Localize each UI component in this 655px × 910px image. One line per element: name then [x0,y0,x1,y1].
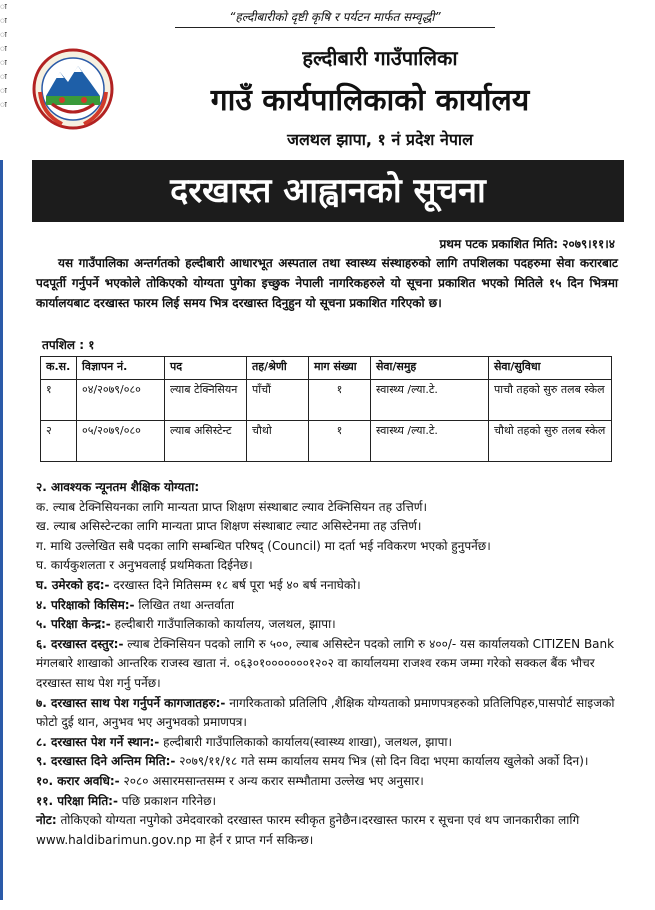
edge-char: ा [0,30,7,39]
table-cell: पाचौ तहको सुरु तलब स्केल [489,380,612,421]
requirement-line [36,694,618,733]
requirement-line [36,635,618,694]
requirement-heading: ६. दरखास्त दस्तुर:- [36,636,124,651]
col-header: क.स. [41,357,77,380]
schedule-label: तपशिल : १ [42,338,95,352]
requirement-heading: ११. परिक्षा मिति:- [36,793,118,808]
requirement-line [36,537,618,557]
requirement-line [36,811,618,850]
requirement-line [36,615,618,635]
requirement-heading: ४. परिक्षाको किसिम:- [36,597,135,612]
table-cell: ०५/२०७९/०८० [77,421,165,462]
slogan: “हल्दीबारीको दृष्टी कृषि र पर्यटन मार्फत सम्वृद्धी” [175,8,495,28]
requirement-line [36,596,618,616]
edge-char: ा [0,58,7,67]
requirement-heading: नोट: [36,813,57,828]
requirement-line [36,556,618,576]
table-cell: १ [41,380,77,421]
requirement-heading: ८. दरखास्त पेश गर्ने स्थान:- [36,734,160,749]
requirement-heading: १०. करार अवधि:- [36,773,120,788]
edge-char: ा [0,86,7,95]
table-cell: स्वास्थ्य /ल्या.टे. [371,421,489,462]
col-header: पद [165,357,247,380]
requirement-text: तोकिएको योग्यता नपुगेको उमेदवारको दरखास्त फारम स्वीकृत हुनेछैन।दरखास्त फारम र सूचना एवं थप जानकारीका लागि www.haldibarimun.gov.np मा हेर्न र प्राप्त गर्न सकिन्छ। [36,813,580,847]
table-cell: १ [309,380,371,421]
requirement-line [36,498,618,518]
requirement-line [36,772,618,792]
table-cell: चौथो तहको सुरु तलब स्केल [489,421,612,462]
table-cell: पाँचौं [247,380,309,421]
table-cell: ल्याब टेक्निसियन [165,380,247,421]
left-edge-rule [0,160,3,900]
col-header: सेवा/सुविधा [489,357,612,380]
intro-paragraph: यस गाउँपालिका अन्तर्गतको हल्दीबारी आधारभूत अस्पताल तथा स्वास्थ्य संस्थाहरुको लागि तपशिलका पदहरुमा सेवा करारबाट पदपूर्ती गर्नुपर्ने भएकोले तोकिएको योग्यता पुगेका इच्छुक नेपाली नागरिकहरुले यो सूचना प्रकाशित भएको मितिले १५ दिन भित्रमा कार्यालयबाट दरखास्त फारम लिई समय भित्र दरखास्त दिनुहुन यो सूचना प्रकाशित गरिएको छ। [36,256,618,310]
requirement-text: पछि प्रकाशन गरिनेछ। [117,793,217,808]
edge-char: ा [0,2,7,11]
table-row [41,380,612,421]
table-cell: २ [41,421,77,462]
requirement-text: ल्याब टेक्निसियन पदको लागि रु ५००, ल्याब असिस्टेन पदको लागि रु ४००/- यस कार्यालयको CITIZEN Bank मंगलबारे शाखाको आन्तरिक राजस्व खाता नं. ०६३०१०००००००१२०२ वा कार्यालयमा राजश्व रकम जम्मा गरेको सक्कल बैंक भौचर दरखास्त साथ पेश गर्नु पर्नेछ। [36,636,615,690]
requirement-line [36,478,618,498]
edge-char: ा [0,72,7,81]
table-row [41,421,612,462]
requirement-line [36,733,618,753]
vacancy-table [40,356,612,462]
requirement-text: लिखित तथा अन्तर्वाता [134,597,235,612]
requirement-text: हल्दीबारी गाउँपालिकाको कार्यालय(स्वास्थ्य शाखा), जलथल, झापा। [159,734,453,749]
requirements-section [36,478,618,850]
requirement-text: घ. कार्यकुशलता र अनुभवलाई प्रथमिकता दिईनेछ। [36,558,253,573]
requirement-heading: घ. उमेरको हद:- [36,577,110,592]
requirement-line [36,576,618,596]
col-header: माग संख्या [309,357,371,380]
requirement-text: क. ल्याब टेक्निसियनका लागि मान्यता प्राप्त शिक्षण संस्थाबाट ल्याव टेक्निसियन तह उत्तिर्ण। [36,499,428,514]
requirement-text: हल्दीबारी गाउँपालिकाको कार्यालय, जलथल, झापा। [110,617,336,632]
table-cell: १ [309,421,371,462]
requirement-text: दरखास्त दिने मितिसम्म १८ बर्ष पूरा भई ४० बर्ष ननाघेको। [109,577,361,592]
requirement-text: ख. ल्याब असिस्टेन्टका लागि मान्यता प्राप्त शिक्षण संस्थाबाट ल्याट असिस्टेनमा तह उत्तिर्ण। [36,519,422,534]
cropped-left-edge [0,0,6,150]
requirement-line [36,752,618,772]
municipality-emblem-icon [32,48,114,130]
requirement-text: ग. माथि उल्लेखित सबै पदका लागि सम्बन्धित परिषद् (Council) मा दर्ता भई नविकरण भएको हुनुपर्नेछ। [36,538,491,553]
edge-char: ा [0,16,7,25]
table-cell: चौथो [247,421,309,462]
col-header: तह/श्रेणी [247,357,309,380]
table-header-row [41,357,612,380]
office-title: गाउँ कार्यपालिकाको कार्यालय [210,83,530,118]
requirement-text: नागरिकताको प्रतिलिपि ,शैक्षिक योग्यताको प्रमाणपत्रहरुको प्रतिलिपिहरु,पासपोर्ट साइजको फोटो दुई थान, अनुभव भए अनुभवको प्रमाणपत्र। [36,695,615,730]
requirement-heading: २. आवश्यक न्यूनतम शैक्षिक योग्यता: [36,480,200,494]
edge-char: ा [0,100,7,109]
requirement-heading: ९. दरखास्त दिने अन्तिम मिति:- [36,754,176,769]
requirement-text: २०८० असारमसान्तसम्म र अन्य करार सम्भौतामा उल्लेख भए अनुसार। [119,773,424,788]
requirement-heading: ७. दरखास्त साथ पेश गर्नुपर्ने कागजातहरु:- [36,695,226,710]
table-cell: ०४/२०७९/०८० [77,380,165,421]
requirement-text: २०७९/११/१८ गते सम्म कार्यालय समय भित्र (सो दिन विदा भएमा कार्यालय खुलेको अर्को दिन)। [175,754,589,769]
requirement-line [36,517,618,537]
table-cell: ल्याब असिस्टेन्ट [165,421,247,462]
col-header: सेवा/समुह [371,357,489,380]
municipality-name: हल्दीबारी गाउँपालिका [302,46,458,70]
requirement-line [36,792,618,812]
col-header: विज्ञापन नं. [77,357,165,380]
requirement-heading: ५. परिक्षा केन्द्र:- [36,617,111,632]
published-date: प्रथम पटक प्रकाशित मिति: २०७९।११।४ [439,237,615,251]
notice-title: दरखास्त आह्वानको सूचना [32,160,624,222]
table-cell: स्वास्थ्य /ल्या.टे. [371,380,489,421]
edge-char: ा [0,44,7,53]
office-address: जलथल झापा, १ नं प्रदेश नेपाल [287,130,473,149]
